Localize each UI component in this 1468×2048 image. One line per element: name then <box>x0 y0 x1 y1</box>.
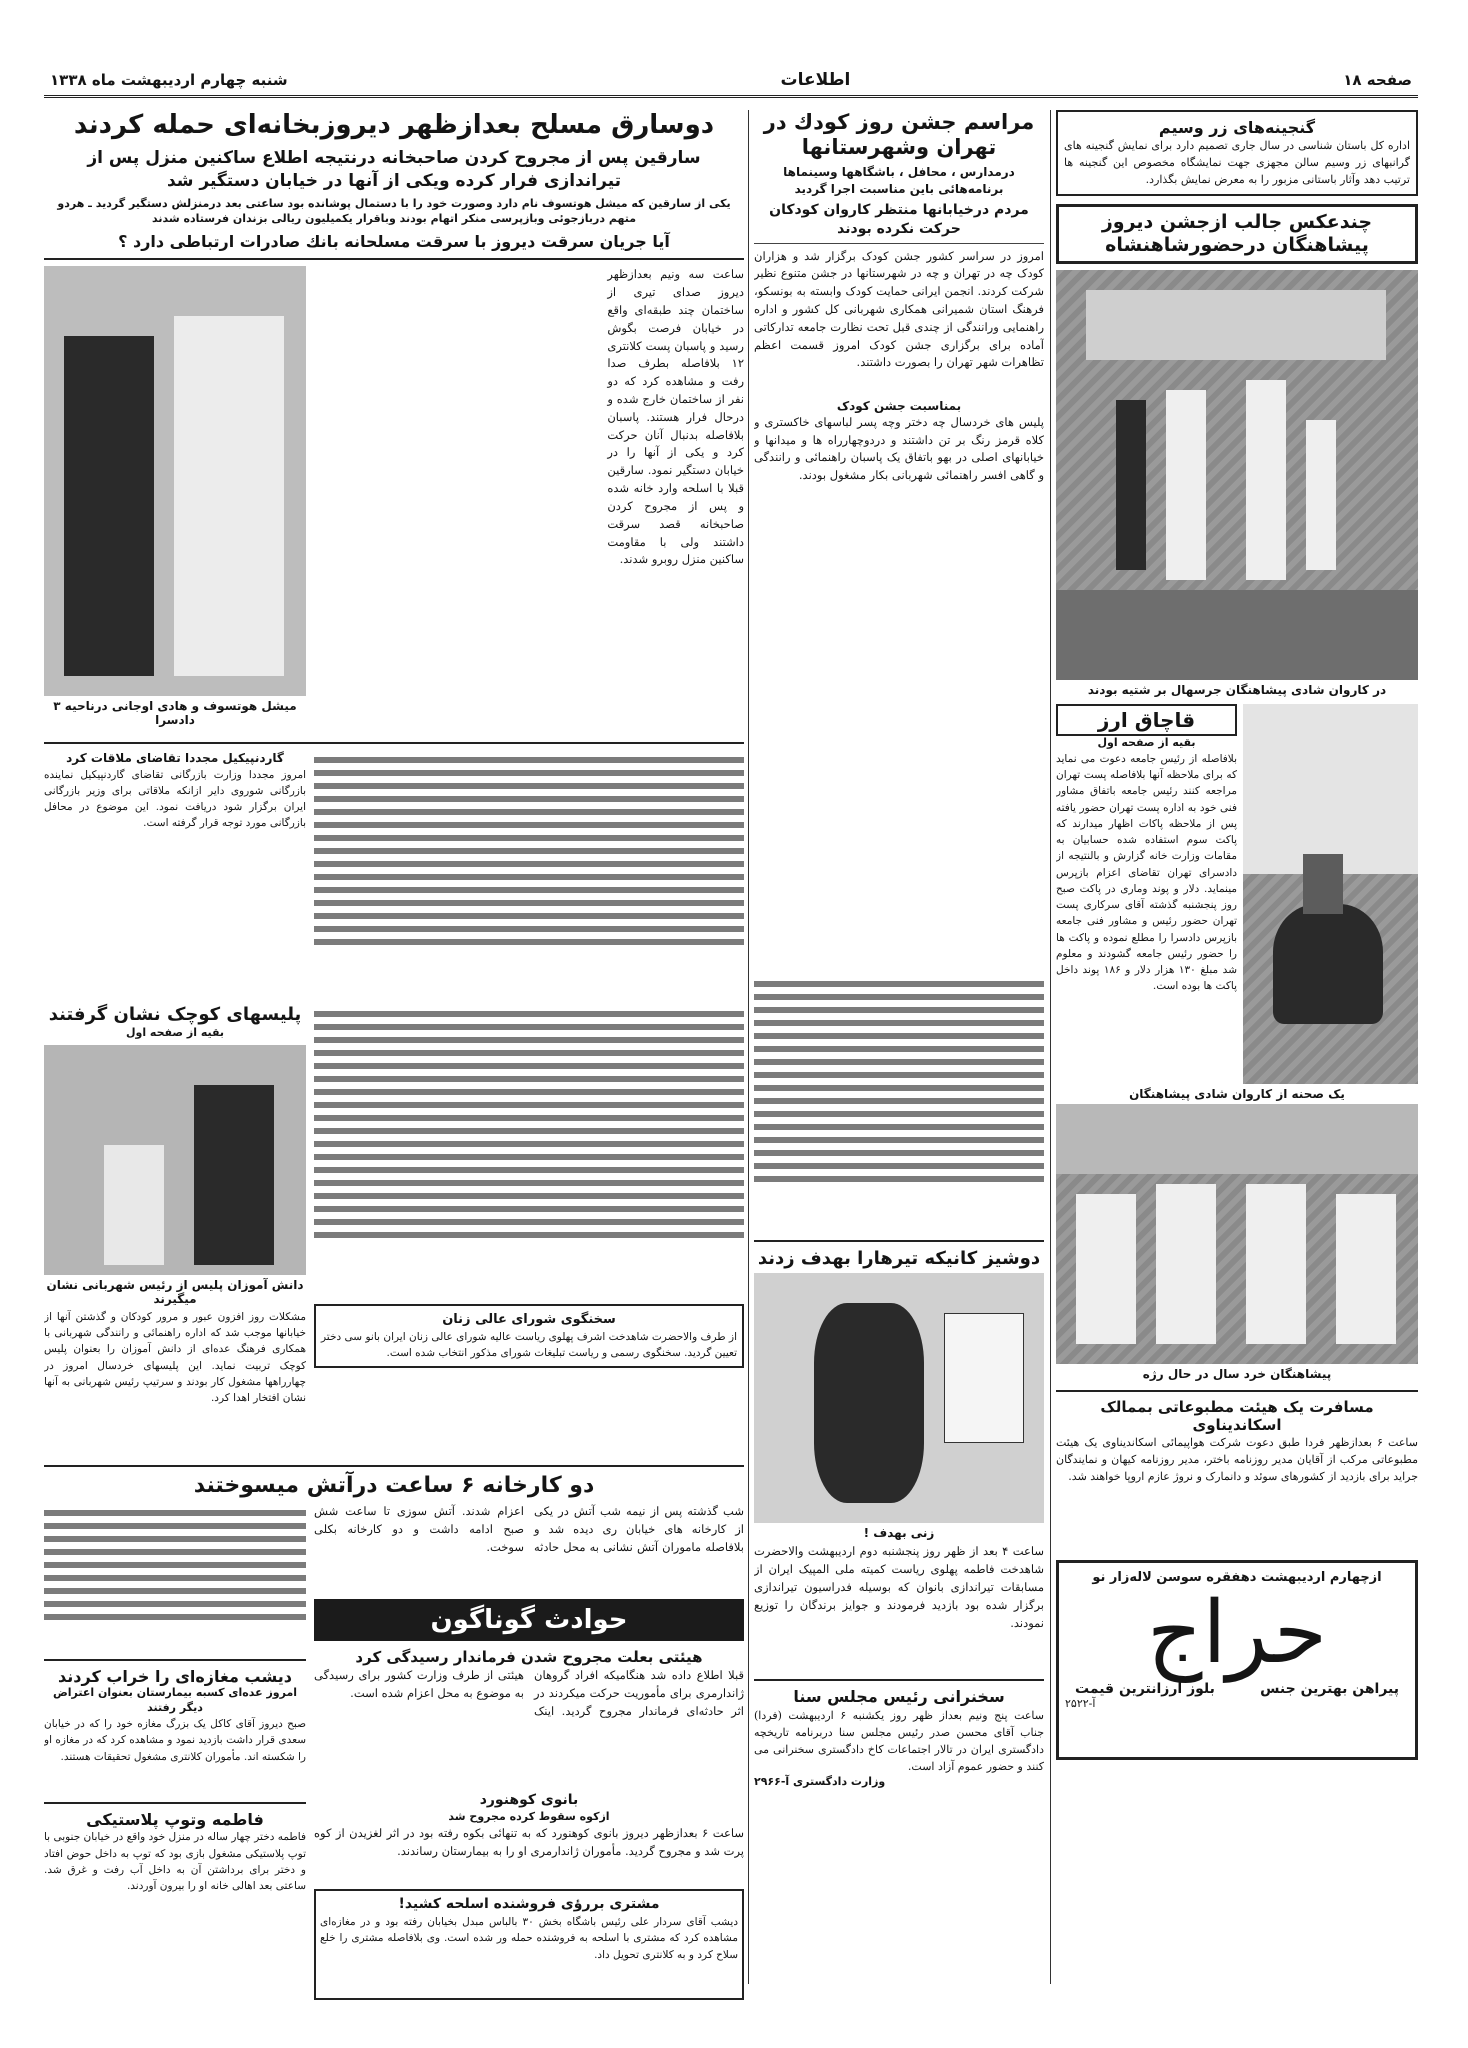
shooting-caption: زنی بهدف ! <box>863 1526 935 1541</box>
parade-caption: در کاروان شادی پیشاهنگان جرسهال بر شتیه بودند <box>1087 682 1387 697</box>
shops-sub: امروز عده‌ای کسبه بیمارستان بعنوان اعتراض دیگر رفتند <box>52 1686 298 1715</box>
middle-column <box>754 110 1044 1788</box>
smuggling-sub: بقیه از صفحه اول <box>1097 735 1196 749</box>
column-rule <box>748 110 749 1984</box>
officer-text: قبلا اطلاع داده شد هنگامیکه افراد گروهان ژاندارمری برای مأموریت حرکت میکردند در اثر حادثه‌ای فرماندار مجروح گردید. اینک هیئتی از طرف وزارت کشور برای رسیدگی به موضوع به محل اعزام شده است. <box>314 1668 744 1719</box>
police-kids-article <box>44 1004 306 1458</box>
robbery-sub2: تیراندازی فرار کرده ویکی از آنها در خیابان دستگیر شد <box>166 171 622 192</box>
woman-climber-text: ساعت ۶ بعدازظهر دیروز بانوی کوهنورد که به تنهائی بکوه رفته بود در اثر لغزیدن از کوه پرت شد و مجروح گردید. مأموران ژاندارمری او را به بیمارستان رساندند. <box>314 1826 744 1858</box>
shooting-photo <box>754 1273 1044 1523</box>
woman-climber-sub: ازکوه سقوط کرده مجروح شد <box>448 1810 610 1824</box>
camel-photo <box>1243 704 1418 1084</box>
children-day-sub2: مردم درخیابانها منتظر کاروان کودکان حرکت نکرده بودند <box>769 201 1029 237</box>
robbery-title: دوسارق مسلح بعدازظهر دیروزبخانه‌ای حمله کردند <box>73 110 715 140</box>
misc-events-banner: حوادث گوناگون <box>314 1599 744 1641</box>
shooting-title: دوشیز کانیکه تیرهارا بهدف زدند <box>757 1247 1041 1269</box>
robbery-text: ساعت سه ونیم بعدازظهر دیروز صدای تیری از ساختمان چند طبقه‌ای واقع در خیابان فرصت بگوش رسید و پاسبان پست کلانتری ۱۲ بلافاصله بطرف صدا رفت و مشاهده کرد که دو نفر از ساختمان خارج شده و درحال فرار هستند. پاسبان بلافاصله بدنبال آنان حرکت کرد و یکی از آنها را در خیابان دستگیر نمود. سارقین قبلا با اسلحه وارد خانه شده و پس از مجروح کردن صاحبخانه قصد سرقت داشتند ولی با مقاومت ساکنین منزل روبرو شدند. <box>607 267 744 567</box>
suspects-photo <box>44 266 306 696</box>
robbery-sub1: سارقین پس از مجروح کردن صاحبخانه درنتیجه اطلاع ساکنین منزل پس از <box>87 148 701 169</box>
ball-text: فاطمه دختر چهار ساله در منزل خود واقع در خیابان جنوبی با توپ پلاستیکی مشغول بازی بود که توپ به داخل حوض افتاد و دختر برای برداشتن آن به داخل آب رفت و غرق شد. ساعتی بعد اهالی خانه او را بیرون آوردند. <box>44 1831 306 1893</box>
investigation-continuation <box>314 1004 744 1304</box>
scouts-parade-photo <box>1056 270 1418 680</box>
fire-title: دو کارخانه ۶ ساعت درآتش میسوختند <box>193 1472 595 1498</box>
sale-heading: حراج <box>1146 1583 1328 1684</box>
sale-advertisement <box>1056 1560 1418 1760</box>
young-scouts-caption: پیشاهنگان خرد سال در حال رژه <box>1142 1366 1332 1381</box>
masthead <box>44 64 1418 98</box>
women-council-title: سخنگوی شورای عالی زنان <box>442 1312 616 1328</box>
senate-speech-text: ساعت پنج ونیم بعداز ظهر روز یکشنبه ۶ اردیبهشت (فردا) جناب آقای محسن صدر رئیس مجلس سنا دربرنامه تاریخچه دادگستری ایران در تالار اجتماعات کاخ دادگستری سخنرانی می کنند و حضور عموم آزاد است. <box>754 1708 1044 1773</box>
trade-text: امروز مجددا وزارت بازرگانی تقاضای گاردنپیکیل نماینده بازرگانی شوروی دایر ازانکه ملاقاتی برای وزیر بازرگانی ایران برگزار شود دریافت نمود. این موضوع در محافل بازرگانی مورد توجه قرار گرفته است. <box>44 768 306 830</box>
police-kids-text: مشکلات روز افزون عبور و مرور کودکان و گذشتن آنها از خیابانها موجب شد که اداره راهنمائی و رانندگی شهربانی با همکاری فرهنگ عده‌ای از دانش آموزان را بعنوان پلیس کوچک تربیت نماید. این پلیسهای خردسال امروز در چهارراهها مشغول کار بودند و سرتیپ رئیس شهربانی به آنها نشان افتخار اهدا کرد. <box>44 1310 306 1405</box>
scouts-title: چندعکس جالب ازجشن دیروز پیشاهنگان درحضورشاهنشاه <box>1101 211 1373 257</box>
children-day-kids-title: بمناسبت جشن کودک <box>836 398 962 413</box>
ammo-box <box>314 1889 744 2000</box>
trade-article <box>44 750 306 1000</box>
right-column <box>1056 110 1418 1760</box>
issue-date: شنبه چهارم اردیبهشت ماه ۱۳۳۸ <box>50 70 288 89</box>
shops-text: صبح دیروز آقای کاکل یک بزرگ مغازه خود را که در خیابان سعدی قرار داشت بازدید نمود و مشاهده کرد که در مغازه او را شکسته اند. مأموران کلانتری مشغول تحقیقات هستند. <box>44 1718 306 1763</box>
sale-items-blouses: بلوز ارزانترین قیمت <box>1075 1681 1215 1698</box>
young-scouts-photo <box>1056 1104 1418 1364</box>
treasures-box <box>1056 110 1418 196</box>
smuggling-article <box>1056 704 1237 1084</box>
page-number: صفحه ۱۸ <box>1343 70 1412 89</box>
police-kids-sub: بقیه از صفحه اول <box>125 1025 225 1039</box>
robbery-question: آیا جریان سرقت دیروز با سرقت مسلحانه بانك صادرات ارتباطی دارد ؟ <box>118 231 670 251</box>
travel-text: ساعت ۶ بعدازظهر فردا طبق دعوت شرکت هواپیمائی اسکاندیناوی یک هیئت مطبوعاتی مرکب از آقایان مدیر روزنامه باختر، مدیر روزنامه کیهان و نمایندگان جراید برای بازدید از کشورهای سوئد و دانمارک و نروژ عازم اروپا خواهند شد. <box>1056 1435 1418 1484</box>
shooting-text: ساعت ۴ بعد از ظهر روز پنجشنبه دوم اردیبهشت والاحضرت شاهدخت فاطمه پهلوی ریاست کمیته ملی المپیک ایران از مسابقات تیراندازی بانوان که بوسیله فدراسیون تیراندازی برگزار شده بود بازدید فرمودند و جوایز برندگان را توزیع نمودند. <box>754 1544 1044 1630</box>
police-kids-photo <box>44 1045 306 1275</box>
treasures-title: گنجینه‌های زر وسیم <box>1158 118 1316 137</box>
trade-title: گاردنپیکیل مجددا تقاضای ملاقات کرد <box>66 751 284 766</box>
left-area <box>44 110 744 2000</box>
shops-title: دیشب مغازه‌ای را خراب کردند <box>58 1667 292 1687</box>
women-council-text: از طرف والاحضرت شاهدخت اشرف پهلوی ریاست عالیه شورای عالی زنان ایران بانو سی دختر تعیین گردید. سخنگوی رسمی و ریاست تبلیغات شورای مذکور انتخاب شده است. <box>321 1330 737 1360</box>
scouts-photo-story <box>1056 204 1418 264</box>
children-day-sub1: درمدارس ، محافل ، باشگاهها وسینماها برنامه‌هائی باین مناسبت اجرا گردید <box>783 165 1015 196</box>
senate-speech-title: سخنرانی رئیس مجلس سنا <box>793 1687 1005 1707</box>
ammo-text: دیشب آقای سردار علی رئیس باشگاه بخش ۳۰ بالباس مبدل بخیابان رفته بود و در مغازه‌ای مشاهده کرد که مشتری با اسلحه به فروشنده حمله ور شده است. وی بلافاصله مشتری را خلع سلاح کرد و به کلانتری تحویل داد. <box>320 1916 738 1961</box>
children-day-text: امروز در سراسر کشور جشن کودک برگزار شد و هزاران کودک چه در تهران و چه در شهرستانها در جشن متنوع نظیر شرکت کردند. انجمن ایرانی حمایت کودک وابسته به بونسکو، فرهنگ استان شمیرانی همکاری شهربانی کل کشور و اداره راهنمایی ورانندگی از چندی قبل تحت نظارت جامعه تدارکاتی آماده برای برگزاری جشن کودک امروز قسمت اعظم تظاهرات شهر تهران را بصورت داشتند. <box>754 248 1044 370</box>
police-kids-continuation <box>44 1503 306 1653</box>
travel-title: مسافرت یک هیئت مطبوعاتی بممالک اسکاندیناوی <box>1100 1397 1374 1434</box>
sale-items-shirts: پیراهن بهترین جنس <box>1260 1681 1399 1698</box>
smuggling-title: قاچاق ارز <box>1056 704 1237 736</box>
sale-dates: ازچهارم اردیبهشت دهفقره سوسن لاله‌زار نو <box>1092 1569 1382 1585</box>
robbery-sub3: یکی از سارقین که میشل هوتسوف نام دارد وصورت خود را با دستمال پوشانده بود ساعتی بعد درمنزلش دستگیر گردید ـ هردو متهم دربازجوئی وبازپرسی منکر اتهام بودند وباقرار یکمیلیون ریالی بزندان فرستاده شدند <box>57 197 731 225</box>
police-kids-caption: دانش آموزان پلیس از رئیس شهربانی نشان میگیرند <box>46 1277 304 1306</box>
caravan-caption: یک صحنه از کاروان شادی پیشاهنگان <box>1129 1086 1345 1101</box>
article-continuation <box>754 974 1044 1234</box>
children-day-kids-text: پلیس های خردسال چه دختر وچه پسر لباسهای خاکستری و کلاه قرمز رنگ بر تن داشتند و دردوچهارراه ها و میدانها و خیابانهای اصلی در بهو باتفاق یک پاسبان راهنمائی و رانندگی و گاهی افسر راهنمائی شهربانی بکار مشغول بودند. <box>754 414 1044 483</box>
robbery-continuation <box>314 750 744 1000</box>
sale-code: آ-۲۵۲۲ <box>1065 1697 1096 1711</box>
robbery-article <box>314 266 744 736</box>
senate-speech-sign: وزارت دادگستری آ-۲۹۶۶ <box>754 1774 886 1788</box>
children-day-title: مراسم جشن روز کودك در تهران وشهرستانها <box>763 110 1035 160</box>
suspects-caption: میشل هوتسوف و هادی اوجانی درناحیه ۳ دادسرا <box>53 699 297 728</box>
women-council-box <box>314 1304 744 1368</box>
fire-text: شب گذشته پس از نیمه شب آتش در یکی از کارخانه های خیابان ری دیده شد و بلافاصله ماموران آتش نشانی به محل حادثه اعزام شدند. آتش سوزی تا ساعت شش صبح ادامه داشت و دو کارخانه بکلی سوخت. <box>314 1504 744 1554</box>
paper-name: اطلاعات <box>780 69 851 90</box>
woman-climber-title: بانوی کوهنورد <box>479 1792 579 1809</box>
travel-article <box>1056 1398 1418 1554</box>
ball-title: فاطمه وتوپ پلاستیکی <box>86 1810 264 1830</box>
police-kids-title: پلیسهای کوچک نشان گرفتند <box>48 1004 302 1026</box>
column-rule <box>1050 110 1051 1984</box>
treasures-text: اداره کل باستان شناسی در سال جاری تصمیم دارد برای نمایش گنجینه های گرانبهای زر وسیم سالن مجهزی جهت نمایشگاه مخصوص این گنجینه ها ترتیب دهد وآثار باستانی مزبور را به معرض نمایش بگذارد. <box>1064 139 1410 187</box>
smuggling-text: بلافاصله از رئیس جامعه دعوت می نماید که برای ملاحظه آنها بلافاصله پست تهران مراجعه کنند رئیس جامعه باتفاق مشاور فنی خود به اداره پست تهران حضور یافته پس از ملاحظه پاکات اظهار میدارند که پاکت سوم استفاده شده حسابیان به مقامات وزارت خانه گزارش و بالنتیجه از دادسرای تهران تقاضای اعزام بازپرس مینماید. دلار و پوند وماری در پاکت صبح روز پنجشنبه گذشته آقای سرکاری پست تهران حضور رئیس و مشاور فنی جامعه بازپرس دادسرا را مطلع نموده و پاکت ها را حضور رئیس جامعه گشودند و معلوم شد مبلغ ۱۳۰ هزار دلار و ۱۸۶ پوند داخل پاکت ها بوده است. <box>1056 752 1237 993</box>
newspaper-page <box>44 64 1418 1984</box>
officer-title: هیئتی بعلت مجروح شدن فرماندار رسیدگی کرد <box>355 1648 703 1667</box>
ammo-title: مشتری بررؤی فروشنده اسلحه کشید! <box>398 1896 660 1913</box>
